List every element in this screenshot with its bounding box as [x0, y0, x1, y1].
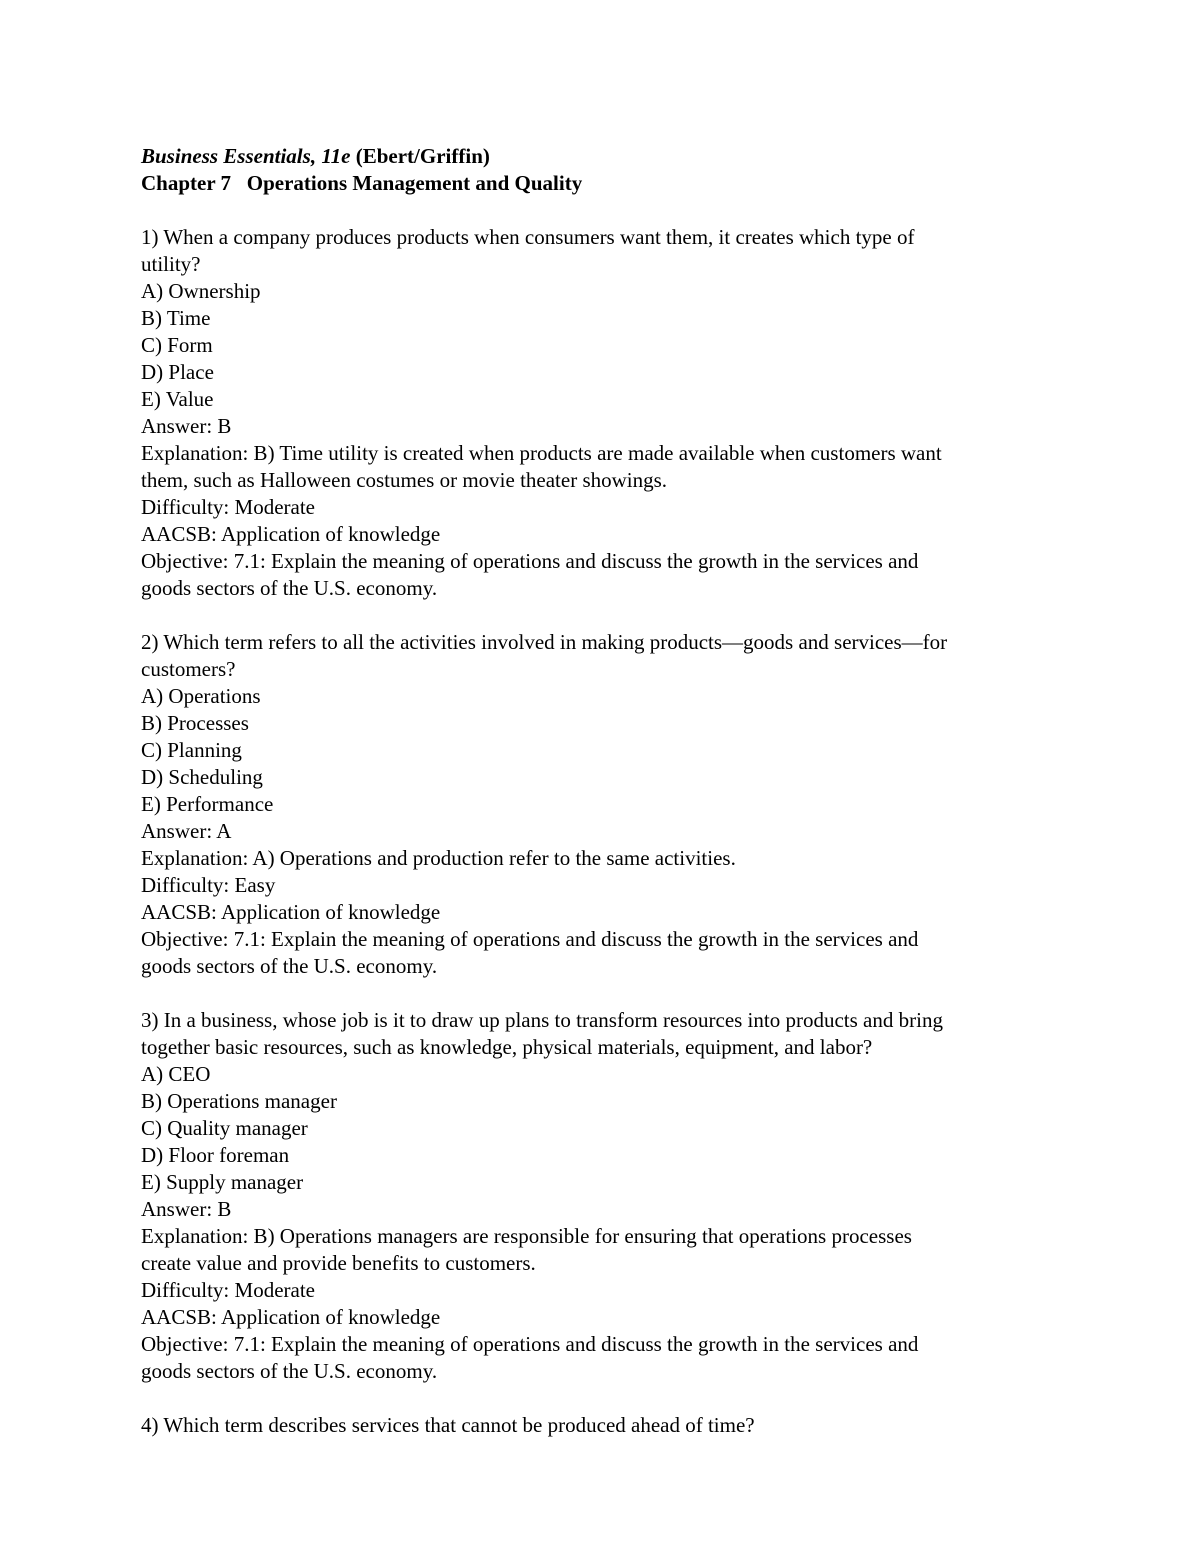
spacer — [141, 602, 1061, 629]
difficulty: Difficulty: Moderate — [141, 1278, 315, 1302]
option-b: B) Time — [141, 306, 211, 330]
option-c: C) Quality manager — [141, 1116, 308, 1140]
difficulty: Difficulty: Easy — [141, 873, 276, 897]
option-b: B) Operations manager — [141, 1089, 337, 1113]
chapter-title: Chapter 7 Operations Management and Quality — [141, 171, 583, 195]
book-authors: (Ebert/Griffin) — [355, 144, 490, 168]
option-e: E) Performance — [141, 792, 274, 816]
book-title: Business Essentials, 11e — [141, 144, 351, 168]
explanation: Explanation: A) Operations and production refer to the same activities. — [141, 846, 736, 870]
aacsb: AACSB: Application of knowledge — [141, 1305, 441, 1329]
book-header — [141, 143, 1061, 170]
question-stem-continued: customers? — [141, 657, 236, 681]
option-a: A) Operations — [141, 684, 261, 708]
objective-continued: goods sectors of the U.S. economy. — [141, 576, 438, 600]
question-stem-continued: utility? — [141, 252, 201, 276]
objective: Objective: 7.1: Explain the meaning of operations and discuss the growth in the services and — [141, 927, 919, 951]
explanation-continued: them, such as Halloween costumes or movie theater showings. — [141, 468, 668, 492]
objective: Objective: 7.1: Explain the meaning of operations and discuss the growth in the services and — [141, 549, 919, 573]
answer: Answer: B — [141, 1197, 232, 1221]
option-d: D) Floor foreman — [141, 1143, 290, 1167]
aacsb: AACSB: Application of knowledge — [141, 522, 441, 546]
question-1 — [141, 224, 1061, 602]
question-stem: 1) When a company produces products when consumers want them, it creates which type of — [141, 225, 915, 249]
question-stem: 4) Which term describes services that cannot be produced ahead of time? — [141, 1413, 755, 1437]
option-d: D) Place — [141, 360, 214, 384]
question-3 — [141, 1007, 1061, 1385]
option-e: E) Supply manager — [141, 1170, 304, 1194]
aacsb: AACSB: Application of knowledge — [141, 900, 441, 924]
question-stem: 3) In a business, whose job is it to draw up plans to transform resources into products and bring — [141, 1008, 943, 1032]
option-a: A) Ownership — [141, 279, 261, 303]
explanation: Explanation: B) Operations managers are responsible for ensuring that operations processes — [141, 1224, 912, 1248]
option-c: C) Form — [141, 333, 213, 357]
spacer — [141, 197, 1061, 224]
question-stem-continued: together basic resources, such as knowledge, physical materials, equipment, and labor? — [141, 1035, 873, 1059]
option-b: B) Processes — [141, 711, 249, 735]
objective-continued: goods sectors of the U.S. economy. — [141, 1359, 438, 1383]
explanation: Explanation: B) Time utility is created when products are made available when customers want — [141, 441, 942, 465]
option-c: C) Planning — [141, 738, 242, 762]
question-4 — [141, 1412, 1061, 1439]
question-2 — [141, 629, 1061, 980]
objective-continued: goods sectors of the U.S. economy. — [141, 954, 438, 978]
question-stem: 2) Which term refers to all the activities involved in making products—goods and services—for — [141, 630, 948, 654]
option-a: A) CEO — [141, 1062, 211, 1086]
objective: Objective: 7.1: Explain the meaning of operations and discuss the growth in the services and — [141, 1332, 919, 1356]
answer: Answer: B — [141, 414, 232, 438]
spacer — [141, 1385, 1061, 1412]
difficulty: Difficulty: Moderate — [141, 495, 315, 519]
answer: Answer: A — [141, 819, 232, 843]
spacer — [141, 980, 1061, 1007]
option-d: D) Scheduling — [141, 765, 263, 789]
explanation-continued: create value and provide benefits to customers. — [141, 1251, 536, 1275]
document-page — [141, 143, 1061, 1439]
option-e: E) Value — [141, 387, 214, 411]
